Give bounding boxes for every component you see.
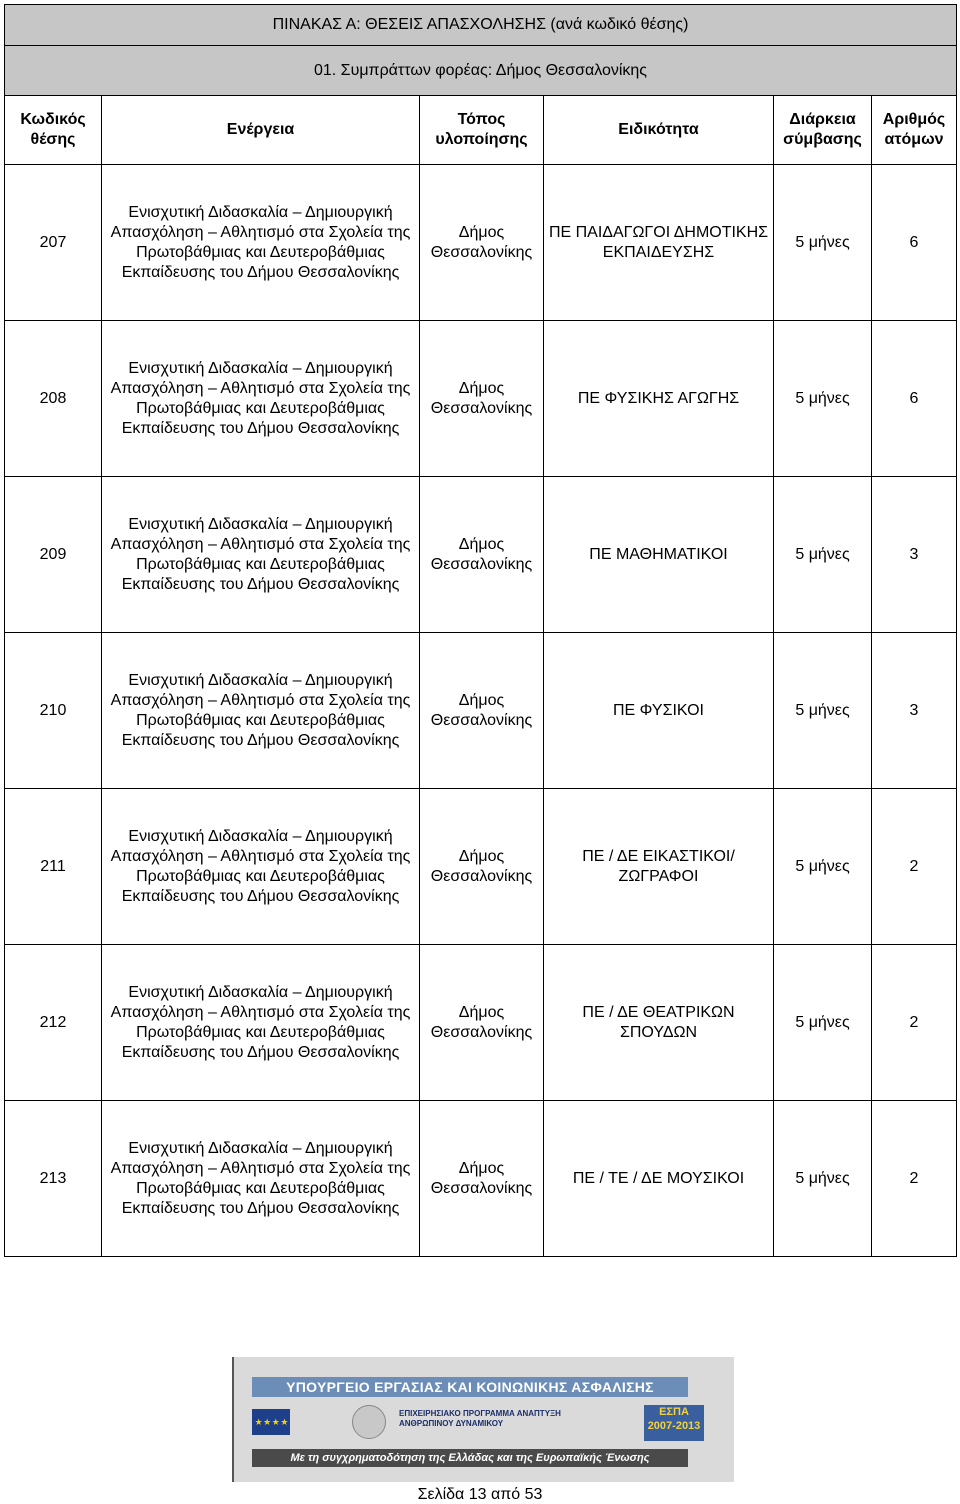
cell-specialty: ΠΕ / ΤΕ / ΔΕ ΜΟΥΣΙΚΟΙ [544,1101,774,1257]
table-row [5,789,957,945]
cell-code: 213 [5,1101,102,1257]
cell-place: Δήμος Θεσσαλονίκης [420,789,544,945]
ministry-label: ΥΠΟΥΡΓΕΙΟ ΕΡΓΑΣΙΑΣ ΚΑΙ ΚΟΙΝΩΝΙΚΗΣ ΑΣΦΑΛΙΣΗΣ [252,1377,688,1397]
table-subtitle: 01. Συμπράττων φορέας: Δήμος Θεσσαλονίκης [5,46,957,96]
header-code: Κωδικός θέσης [5,96,102,165]
table-title: ΠΙΝΑΚΑΣ Α: ΘΕΣΕΙΣ ΑΠΑΣΧΟΛΗΣΗΣ (ανά κωδικό θέσης) [5,5,957,46]
cell-persons: 6 [872,165,957,321]
page-number: Σελίδα 13 από 53 [417,1486,543,1503]
cell-persons: 3 [872,477,957,633]
table-row [5,1101,957,1257]
cell-place: Δήμος Θεσσαλονίκης [420,945,544,1101]
cell-activity: Ενισχυτική Διδασκαλία – Δημιουργική Απασχόληση – Αθλητισμό στα Σχολεία της Πρωτοβάθμιας και Δευτεροβάθμιας Εκπαίδευσης του Δήμου Θεσσαλονίκης [102,321,420,477]
cell-activity: Ενισχυτική Διδασκαλία – Δημιουργική Απασχόληση – Αθλητισμό στα Σχολεία της Πρωτοβάθμιας και Δευτεροβάθμιας Εκπαίδευσης του Δήμου Θεσσαλονίκης [102,477,420,633]
cell-specialty: ΠΕ ΠΑΙΔΑΓΩΓΟΙ ΔΗΜΟΤΙΚΗΣ ΕΚΠΑΙΔΕΥΣΗΣ [544,165,774,321]
table-row [5,321,957,477]
cell-persons: 2 [872,1101,957,1257]
table-row [5,165,957,321]
cell-duration: 5 μήνες [774,789,872,945]
cell-specialty: ΠΕ ΜΑΘΗΜΑΤΙΚΟΙ [544,477,774,633]
espa-logo: ΕΣΠΑ 2007-2013 [644,1405,704,1441]
funding-logo-banner [232,1357,734,1482]
cell-code: 208 [5,321,102,477]
cell-place: Δήμος Θεσσαλονίκης [420,477,544,633]
cell-duration: 5 μήνες [774,1101,872,1257]
cell-duration: 5 μήνες [774,945,872,1101]
table-subtitle-row [5,46,957,96]
cell-activity: Ενισχυτική Διδασκαλία – Δημιουργική Απασχόληση – Αθλητισμό στα Σχολεία της Πρωτοβάθμιας και Δευτεροβάθμιας Εκπαίδευσης του Δήμου Θεσσαλονίκης [102,1101,420,1257]
cell-specialty: ΠΕ ΦΥΣΙΚΗΣ ΑΓΩΓΗΣ [544,321,774,477]
cell-code: 207 [5,165,102,321]
cell-place: Δήμος Θεσσαλονίκης [420,321,544,477]
table-title-row [5,5,957,46]
cofunding-label: Με τη συγχρηματοδότηση της Ελλάδας και της Ευρωπαϊκής Ένωσης [252,1449,688,1467]
cell-persons: 2 [872,945,957,1101]
cell-activity: Ενισχυτική Διδασκαλία – Δημιουργική Απασχόληση – Αθλητισμό στα Σχολεία της Πρωτοβάθμιας και Δευτεροβάθμιας Εκπαίδευσης του Δήμου Θεσσαλονίκης [102,945,420,1101]
cell-code: 211 [5,789,102,945]
cell-specialty: ΠΕ ΦΥΣΙΚΟΙ [544,633,774,789]
cell-persons: 6 [872,321,957,477]
header-place: Τόπος υλοποίησης [420,96,544,165]
header-persons: Αριθμός ατόμων [872,96,957,165]
cell-activity: Ενισχυτική Διδασκαλία – Δημιουργική Απασχόληση – Αθλητισμό στα Σχολεία της Πρωτοβάθμιας και Δευτεροβάθμιας Εκπαίδευσης του Δήμου Θεσσαλονίκης [102,165,420,321]
cell-code: 209 [5,477,102,633]
cell-duration: 5 μήνες [774,477,872,633]
cell-place: Δήμος Θεσσαλονίκης [420,165,544,321]
cell-code: 210 [5,633,102,789]
header-specialty: Ειδικότητα [544,96,774,165]
header-duration: Διάρκεια σύμβασης [774,96,872,165]
cell-specialty: ΠΕ / ΔΕ ΕΙΚΑΣΤΙΚΟΙ/ΖΩΓΡΑΦΟΙ [544,789,774,945]
table-row [5,633,957,789]
eu-flag-icon: ★ ★ ★ ★ [252,1409,290,1435]
cell-place: Δήμος Θεσσαλονίκης [420,1101,544,1257]
cell-specialty: ΠΕ / ΔΕ ΘΕΑΤΡΙΚΩΝ ΣΠΟΥΔΩΝ [544,945,774,1101]
cell-duration: 5 μήνες [774,633,872,789]
cell-activity: Ενισχυτική Διδασκαλία – Δημιουργική Απασχόληση – Αθλητισμό στα Σχολεία της Πρωτοβάθμιας και Δευτεροβάθμιας Εκπαίδευσης του Δήμου Θεσσαλονίκης [102,633,420,789]
header-activity: Ενέργεια [102,96,420,165]
cell-activity: Ενισχυτική Διδασκαλία – Δημιουργική Απασχόληση – Αθλητισμό στα Σχολεία της Πρωτοβάθμιας και Δευτεροβάθμιας Εκπαίδευσης του Δήμου Θεσσαλονίκης [102,789,420,945]
cell-place: Δήμος Θεσσαλονίκης [420,633,544,789]
cell-duration: 5 μήνες [774,165,872,321]
cell-code: 212 [5,945,102,1101]
programme-label: ΕΠΙΧΕΙΡΗΣΙΑΚΟ ΠΡΟΓΡΑΜΜΑ ΑΝΑΠΤΥΞΗ ΑΝΘΡΩΠΙΝΟΥ ΔΥΝΑΜΙΚΟΥ [399,1409,561,1428]
cell-duration: 5 μήνες [774,321,872,477]
cell-persons: 3 [872,633,957,789]
positions-table [4,4,957,1257]
greek-seal-icon [352,1405,386,1439]
table-header-row [5,96,957,165]
table-row [5,945,957,1101]
cell-persons: 2 [872,789,957,945]
table-row [5,477,957,633]
